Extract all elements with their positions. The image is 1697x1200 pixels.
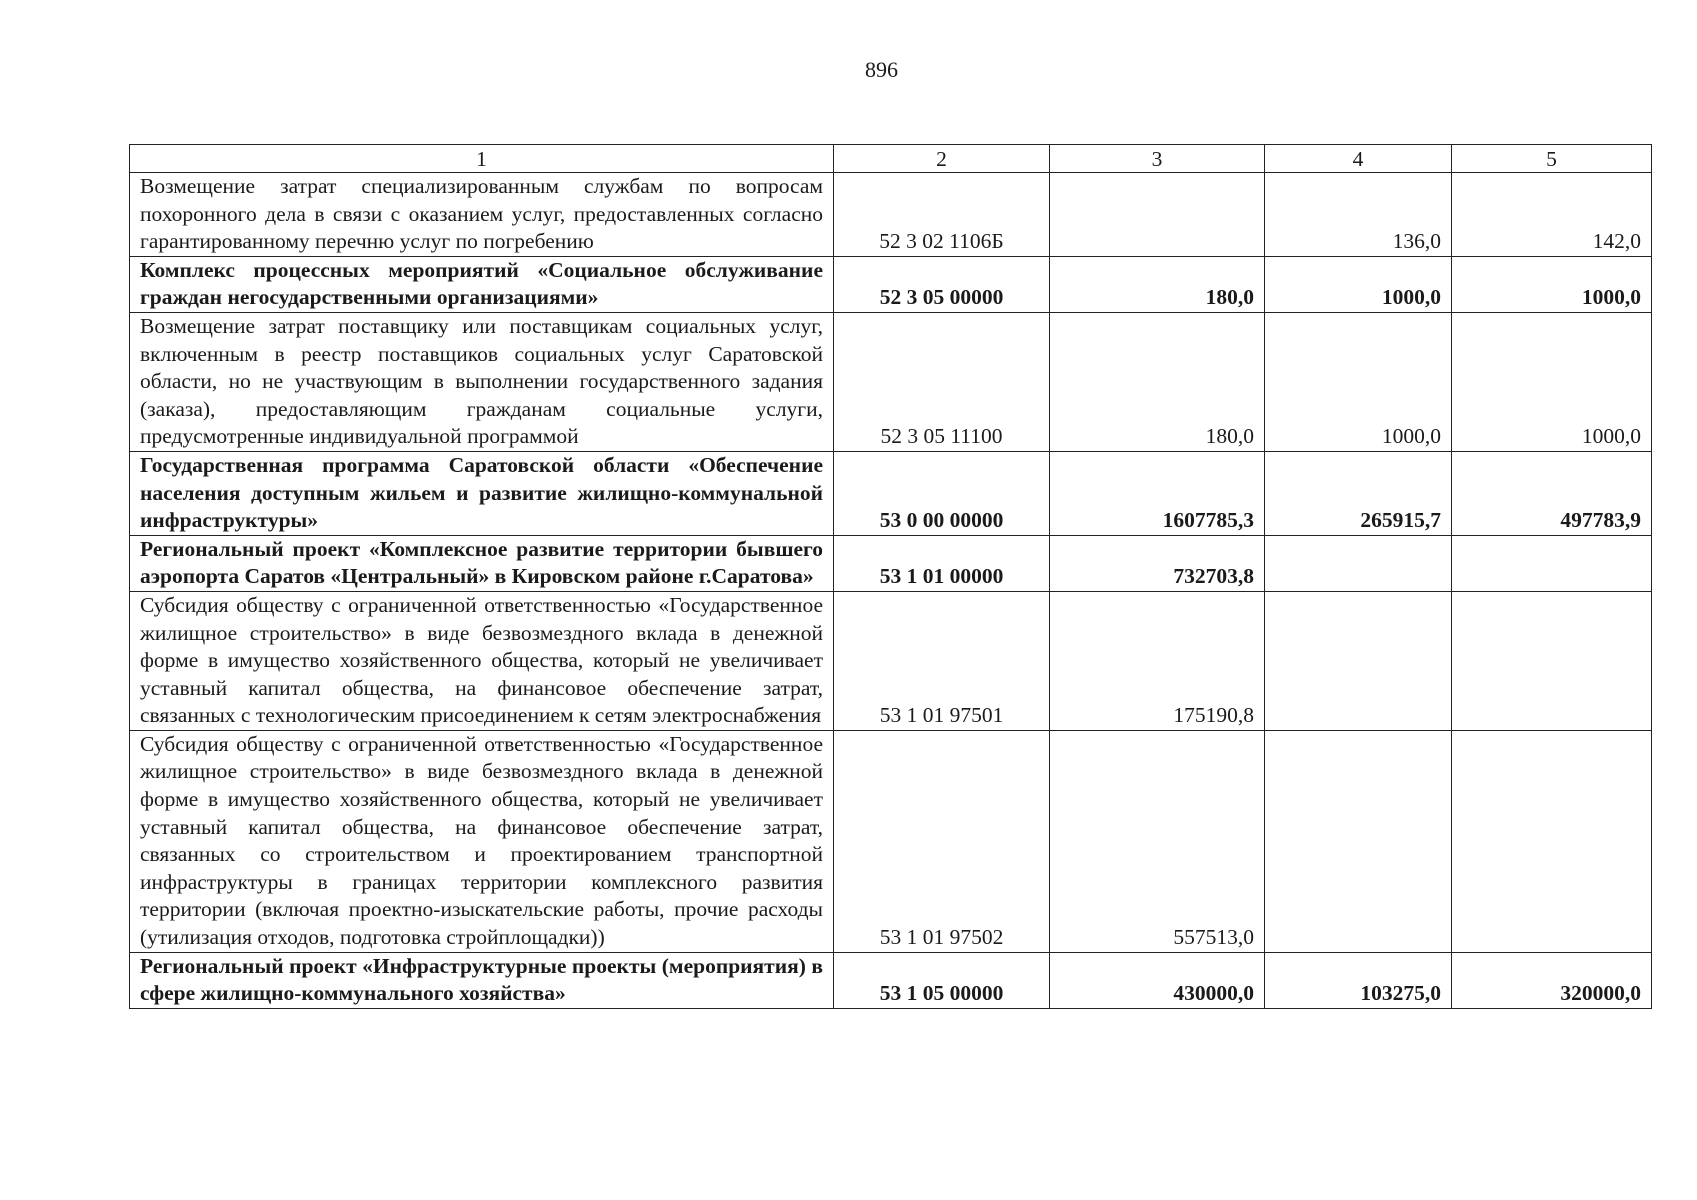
row-name: Региональный проект «Инфраструктурные проекты (мероприятия) в сфере жилищно-коммунального хозяйства»	[130, 952, 834, 1008]
row-name: Региональный проект «Комплексное развитие территории бывшего аэропорта Саратов «Центральный» в Кировском районе г.Саратова»	[130, 535, 834, 591]
row-code: 52 3 05 00000	[834, 256, 1050, 312]
row-name: Возмещение затрат поставщику или поставщикам социальных услуг, включенным в реестр поставщиков социальных услуг Саратовской области, но не участвующим в выполнении государственного задания (заказа), предоставляющим гражданам социальные услуги, предусмотренные индивидуальной программой	[130, 312, 834, 451]
row-value-col3	[1050, 173, 1265, 257]
row-value-col5	[1452, 591, 1652, 730]
table-row	[130, 730, 1652, 952]
row-code: 52 3 05 11100	[834, 312, 1050, 451]
header-col-4: 4	[1265, 145, 1452, 173]
row-value-col3: 1607785,3	[1050, 451, 1265, 535]
row-code: 53 1 01 97502	[834, 730, 1050, 952]
row-value-col3: 732703,8	[1050, 535, 1265, 591]
row-value-col3: 180,0	[1050, 256, 1265, 312]
row-code: 53 0 00 00000	[834, 451, 1050, 535]
row-value-col5: 1000,0	[1452, 256, 1652, 312]
page-number: 896	[865, 57, 898, 82]
budget-table	[129, 144, 1652, 1009]
table-row	[130, 952, 1652, 1008]
row-name: Комплекс процессных мероприятий «Социальное обслуживание граждан негосударственными организациями»	[130, 256, 834, 312]
row-code: 52 3 02 1106Б	[834, 173, 1050, 257]
row-name: Государственная программа Саратовской области «Обеспечение населения доступным жильем и развитие жилищно-коммунальной инфраструктуры»	[130, 451, 834, 535]
row-value-col5: 1000,0	[1452, 312, 1652, 451]
header-col-2: 2	[834, 145, 1050, 173]
header-col-5: 5	[1452, 145, 1652, 173]
row-value-col5: 320000,0	[1452, 952, 1652, 1008]
row-value-col3: 175190,8	[1050, 591, 1265, 730]
row-code: 53 1 01 97501	[834, 591, 1050, 730]
row-code: 53 1 01 00000	[834, 535, 1050, 591]
row-value-col4: 103275,0	[1265, 952, 1452, 1008]
row-name: Субсидия обществу с ограниченной ответственностью «Государственное жилищное строительство» в виде безвозмездного вклада в денежной форме в имущество хозяйственного общества, который не увеличивает уставный капитал общества, на финансовое обеспечение затрат, связанных с технологическим присоединением к сетям электроснабжения	[130, 591, 834, 730]
row-value-col4: 265915,7	[1265, 451, 1452, 535]
header-col-3: 3	[1050, 145, 1265, 173]
row-value-col5	[1452, 535, 1652, 591]
table-row	[130, 535, 1652, 591]
row-value-col3: 430000,0	[1050, 952, 1265, 1008]
row-value-col5: 142,0	[1452, 173, 1652, 257]
row-value-col4: 1000,0	[1265, 312, 1452, 451]
row-value-col3: 557513,0	[1050, 730, 1265, 952]
row-value-col5: 497783,9	[1452, 451, 1652, 535]
table-header-row	[130, 145, 1652, 173]
row-value-col4	[1265, 730, 1452, 952]
row-value-col4: 136,0	[1265, 173, 1452, 257]
table-row	[130, 451, 1652, 535]
row-value-col4	[1265, 535, 1452, 591]
table-row	[130, 256, 1652, 312]
table-row	[130, 173, 1652, 257]
table-row	[130, 591, 1652, 730]
row-value-col3: 180,0	[1050, 312, 1265, 451]
row-value-col5	[1452, 730, 1652, 952]
row-name: Субсидия обществу с ограниченной ответственностью «Государственное жилищное строительство» в виде безвозмездного вклада в денежной форме в имущество хозяйственного общества, который не увеличивает уставный капитал общества, на финансовое обеспечение затрат, связанных со строительством и проектированием транспортной инфраструктуры в границах территории комплексного развития территории (включая проектно-изыскательские работы, прочие расходы (утилизация отходов, подготовка стройплощадки))	[130, 730, 834, 952]
row-value-col4	[1265, 591, 1452, 730]
table-row	[130, 312, 1652, 451]
row-code: 53 1 05 00000	[834, 952, 1050, 1008]
row-name: Возмещение затрат специализированным службам по вопросам похоронного дела в связи с оказанием услуг, предоставленных согласно гарантированному перечню услуг по погребению	[130, 173, 834, 257]
row-value-col4: 1000,0	[1265, 256, 1452, 312]
header-col-1: 1	[130, 145, 834, 173]
